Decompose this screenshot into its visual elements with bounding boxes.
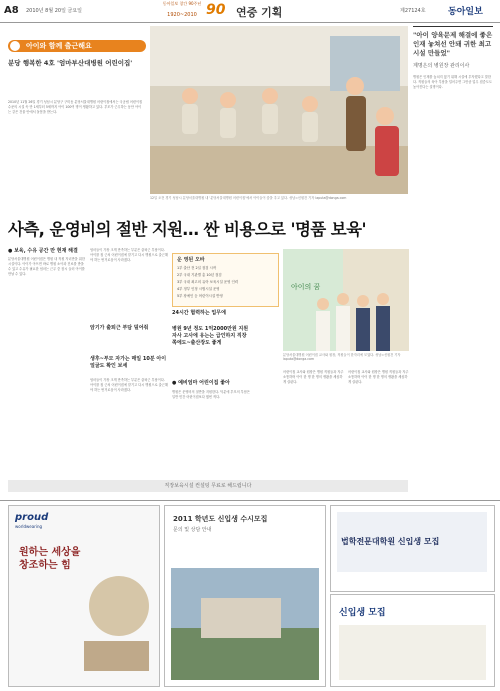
ad-center-photo	[171, 568, 319, 680]
ad-center-title: 2011 학년도 신입생 수시모집	[173, 515, 268, 523]
col3-subhead-c: ● 예비엄마 어린이집 좋아	[172, 380, 230, 386]
main-photo-caption: 12일 오전 경기 성남시 분당서울대병원 내 '분당서울대병원 어린이집'에서 아이들이 춤을 추고 있다. 성남=신원건 기자 laputa@donga.com	[150, 196, 347, 200]
sidebar-body: 병원은 인재를 놓치지 않기 위해 시설에 투자했다고 말한다. 직원들의 육아 부담을 덜어주면 그만큼 업무 집중도도 높아진다는 설명이다.	[413, 75, 492, 89]
anniversary-years: 1920~2010	[167, 12, 197, 18]
sidebar-rule	[413, 26, 493, 27]
series-badge-icon	[10, 41, 20, 51]
ad-brand: proud	[15, 512, 49, 523]
ad-left-text: 원하는 세상을 창조하는 힘	[19, 547, 81, 571]
sidebar	[413, 26, 493, 405]
sidebar-quote: "아이 양육문제 해결에 좋은 인재 놓쳐선 안돼 귀한 최고시설 만들었"	[413, 31, 493, 57]
ad-brand-sub: worldwearing	[15, 524, 43, 529]
ad-right-top[interactable]	[330, 505, 495, 592]
ad-divider	[0, 500, 500, 501]
ad-left-graphic	[79, 546, 154, 676]
main-photo-image	[150, 26, 408, 194]
col2-subhead-a: 암기가 출퇴근 부담 덜어줘	[90, 325, 149, 331]
col3-subhead-b: 병원 9년 정도 1억2000만원 지원 자사 고사에 유는는 급인하지 직장 쪽에도~출산장도 좋게	[172, 326, 249, 346]
col3-subhead-a: 24시간 협력하는 업무에	[172, 310, 226, 316]
col1-body: 분당서울대병원 어린이집은 병원 내 직원 자녀만을 위한 시설이다. 아이가 아프면 바로 병원 소아과 진료를 받을 수 있고 수유가 필요한 엄마는 근무 중 잠시 들러 아이를 만날 수 있다.	[8, 257, 85, 276]
section-title: 연중 기획	[236, 6, 283, 19]
ad-center[interactable]	[164, 505, 326, 687]
svg-text:아이의 꿈: 아이의 꿈	[291, 283, 321, 291]
staff-photo	[283, 249, 409, 351]
ad-left[interactable]	[8, 505, 160, 687]
anniversary-label: 동아일보 창간 90주년	[162, 1, 202, 6]
col5-body: 어린이집 교사와 원장은 병원 직원들과 자주 소통하며 아이 한 명 한 명의 생활을 세심하게 살핀다.	[348, 370, 409, 384]
series-banner	[8, 40, 146, 52]
sidebar-quote-by: 계명은의 병원장 관리이사	[413, 63, 470, 69]
dateline: 2010년 8월 20일 금요일	[26, 8, 83, 14]
ad-right-bottom-title: 신입생 모집	[339, 608, 386, 618]
main-photo	[150, 26, 408, 194]
col2-subhead-b: 생후~부모 자가는 매일 10분 아이 얼굴도 확인 보세	[90, 356, 167, 369]
page-number: A8	[4, 5, 19, 16]
ad-right-bottom[interactable]	[330, 594, 495, 687]
info-line: 2부 국내 기관별 총 10년 점검	[177, 273, 222, 277]
page-header	[0, 0, 500, 23]
info-line: 1부 출산 전 2일 점검 시작	[177, 266, 217, 270]
staff-photo-image	[283, 249, 409, 351]
series-kicker: 분당 행복한 4호 '엄마부산대병원 어린이집'	[8, 59, 133, 67]
info-line: 4부 정부 인정 시범시설 운영	[177, 287, 220, 291]
info-line: 3부 국내 최고의 유아 보육시설 운영 인력	[177, 280, 239, 284]
col4-body: 어린이집 교사와 원장은 병원 직원들과 자주 소통하며 아이 한 명 한 명의 생활을 세심하게 살핀다.	[283, 370, 344, 384]
col3-body: 병원은 운영비의 절반을 지원한다. 덕분에 부모의 부담은 일반 민간 어린이집보다 훨씬 적다.	[172, 390, 250, 399]
headline: 사측, 운영비의 절반 지원… 싼 비용으로 '명품 보육'	[8, 220, 366, 239]
ad-right-bottom-body	[339, 625, 486, 680]
staff-photo-caption: 분당서울대병원 어린이집 교사와 원장, 직원들이 한자리에 모였다. 성남=신원건 기자 laputa@donga.com	[283, 353, 401, 362]
newspaper-name: 동아일보	[448, 7, 483, 17]
anniversary-logo: 90	[206, 2, 226, 18]
col1-subhead: ● 보육, 수유 공간 만 현재 해결	[8, 248, 78, 254]
info-box	[172, 253, 279, 307]
intro-paragraph: 2010년 11월 26일 경기 성남시 분당구 구미동 분당서울대병원 어린이집에서는 국공립 어린이집 수준의 시설 속 만 1세부터 5세까지 아이 100여 명이 생활하고 있다. 부모가 근무하는 동안 아이는 같은 건물 안에서 돌봄을 받는다.	[8, 100, 143, 114]
ad-center-text	[173, 536, 293, 564]
footnote-banner: 직장보육시설 컨설팅 무료로 해드립니다	[8, 480, 408, 492]
info-line: 5부 장애인 등 어린이시설 반영	[177, 294, 223, 298]
col2-body-top: 엄마들이 가장 크게 만족하는 부분은 출퇴근 부담이다. 아이를 집 근처 어린이집에 맡기고 다시 병원으로 출근해야 하는 번거로움이 사라졌다.	[90, 248, 168, 262]
col2-body: 엄마들이 가장 크게 만족하는 부분은 출퇴근 부담이다. 아이를 집 근처 어린이집에 맡기고 다시 병원으로 출근해야 하는 번거로움이 사라졌다.	[90, 378, 168, 392]
edition-number: 제27124호	[400, 8, 426, 14]
series-banner-text: 아이와 함께 출근해요	[26, 42, 92, 50]
info-box-title: 운 영된 오바	[177, 257, 205, 263]
ad-center-sub: 문의 및 상담 안내	[173, 527, 212, 533]
ad-right-top-title: 법학전문대학원 신입생 모집	[341, 537, 440, 546]
